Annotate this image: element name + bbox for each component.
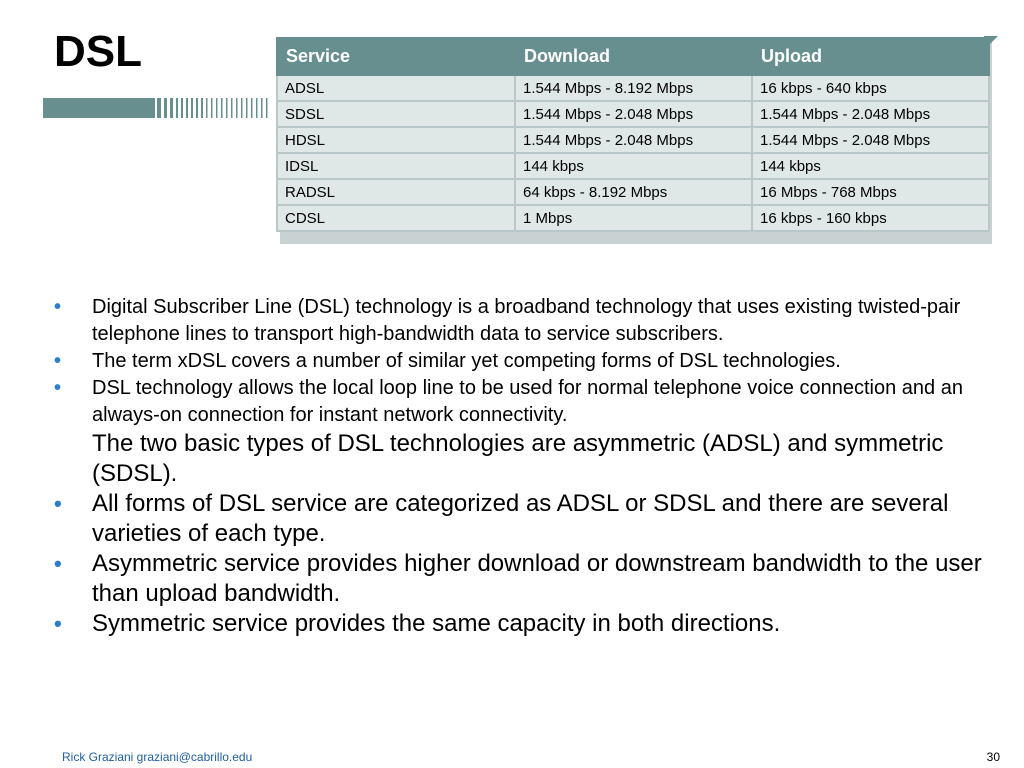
bullet-icon: • bbox=[54, 377, 62, 399]
bullet-item bbox=[54, 375, 1004, 489]
bullet-item bbox=[54, 549, 1004, 609]
cell-download: 1 Mbps bbox=[515, 205, 752, 231]
bullet-text: Asymmetric service provides higher download or downstream bandwidth to the user than upload bandwidth. bbox=[92, 550, 982, 607]
cell-download: 1.544 Mbps - 2.048 Mbps bbox=[515, 127, 752, 153]
cell-upload: 16 kbps - 640 kbps bbox=[752, 75, 989, 101]
cell-upload: 16 kbps - 160 kbps bbox=[752, 205, 989, 231]
bullet-icon: • bbox=[54, 611, 62, 636]
decorative-stripe-bar bbox=[43, 96, 273, 122]
cell-upload: 144 kbps bbox=[752, 153, 989, 179]
cell-upload: 1.544 Mbps - 2.048 Mbps bbox=[752, 101, 989, 127]
header-download: Download bbox=[515, 38, 752, 75]
bullet-icon: • bbox=[54, 350, 62, 372]
bullet-text: All forms of DSL service are categorized as ADSL or SDSL and there are several varieties of each type. bbox=[92, 490, 949, 547]
bullet-text: Symmetric service provides the same capacity in both directions. bbox=[92, 610, 781, 637]
header-upload: Upload bbox=[752, 38, 989, 75]
bullet-text: Digital Subscriber Line (DSL) technology is a broadband technology that uses existing twisted-pair telephone lines to transport high-bandwidth data to service subscribers. bbox=[92, 296, 961, 345]
slide-title: DSL bbox=[54, 27, 142, 76]
bullet-item bbox=[54, 294, 1004, 348]
bullet-item bbox=[54, 489, 1004, 549]
bullet-icon: • bbox=[54, 551, 62, 576]
cell-download: 1.544 Mbps - 8.192 Mbps bbox=[515, 75, 752, 101]
cell-upload: 16 Mbps - 768 Mbps bbox=[752, 179, 989, 205]
cell-download: 64 kbps - 8.192 Mbps bbox=[515, 179, 752, 205]
bullet-icon: • bbox=[54, 296, 62, 318]
bullet-icon: • bbox=[54, 491, 62, 516]
bullet-text: DSL technology allows the local loop line to be used for normal telephone voice connection and an always-on connection for instant network connectivity. bbox=[92, 377, 963, 426]
table-row bbox=[277, 101, 989, 127]
table-row bbox=[277, 75, 989, 101]
cell-upload: 1.544 Mbps - 2.048 Mbps bbox=[752, 127, 989, 153]
cell-service: SDSL bbox=[277, 101, 515, 127]
bullet-item bbox=[54, 348, 1004, 375]
header-service: Service bbox=[277, 38, 515, 75]
table-row bbox=[277, 127, 989, 153]
dsl-service-table bbox=[276, 37, 990, 232]
table-row bbox=[277, 153, 989, 179]
decorative-stripe-graphic bbox=[43, 96, 273, 122]
footer-author: Rick Graziani graziani@cabrillo.edu bbox=[62, 750, 253, 764]
cell-service: HDSL bbox=[277, 127, 515, 153]
cell-service: CDSL bbox=[277, 205, 515, 231]
table-row bbox=[277, 179, 989, 205]
table-header-row bbox=[277, 38, 989, 75]
cell-service: IDSL bbox=[277, 153, 515, 179]
cell-download: 144 kbps bbox=[515, 153, 752, 179]
page-number: 30 bbox=[986, 750, 1000, 764]
dsl-service-table-container bbox=[276, 37, 988, 240]
bullet-item bbox=[54, 609, 1004, 639]
bullet-list bbox=[54, 294, 1004, 639]
cell-service: ADSL bbox=[277, 75, 515, 101]
cell-service: RADSL bbox=[277, 179, 515, 205]
table-row bbox=[277, 205, 989, 231]
bullet-continuation-text: The two basic types of DSL technologies are asymmetric (ADSL) and symmetric (SDSL). bbox=[92, 430, 944, 487]
cell-download: 1.544 Mbps - 2.048 Mbps bbox=[515, 101, 752, 127]
bullet-text: The term xDSL covers a number of similar yet competing forms of DSL technologies. bbox=[92, 350, 841, 372]
